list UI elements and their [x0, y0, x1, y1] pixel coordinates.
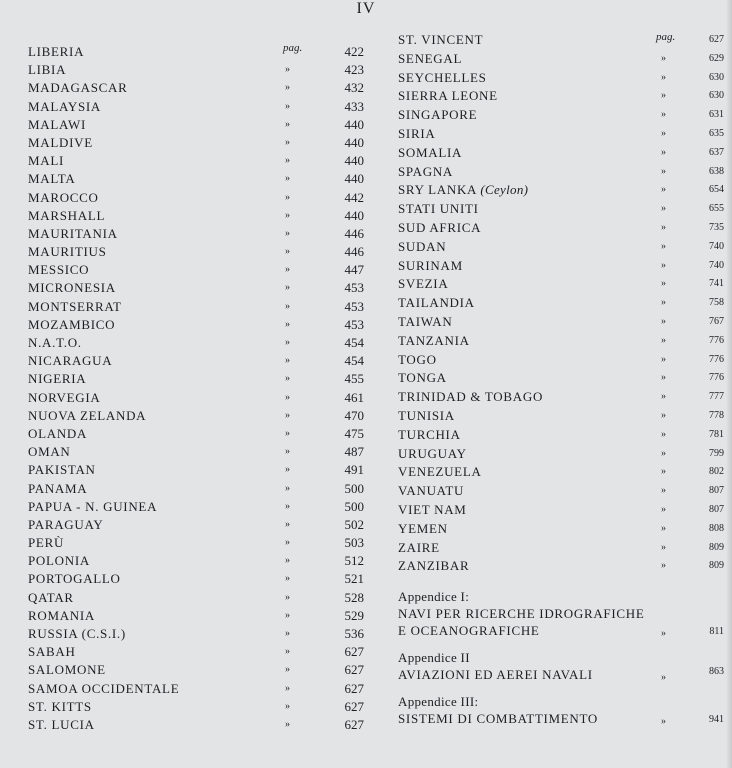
page-reference: 781	[709, 428, 724, 440]
index-entry	[398, 50, 728, 69]
page-reference: 629	[709, 52, 724, 64]
page-reference: 627	[344, 644, 364, 660]
page-number: IV	[356, 0, 376, 17]
country-name: NUOVA ZELANDA	[28, 407, 147, 423]
pag-label: pag.	[656, 31, 676, 43]
ditto-mark: »	[661, 391, 666, 403]
ditto-mark: »	[285, 391, 290, 403]
appendix-title-line: E OCEANOGRAFICHE	[398, 623, 540, 639]
country-name: PORTOGALLO	[28, 571, 121, 587]
index-entry	[28, 498, 368, 516]
index-entry	[398, 163, 728, 182]
page-reference: 453	[344, 298, 364, 314]
page-reference: 432	[344, 80, 364, 96]
page-reference: 777	[709, 391, 724, 403]
country-name: MESSICO	[28, 262, 90, 278]
ditto-mark: »	[285, 173, 290, 185]
country-name: MARSHALL	[28, 207, 106, 223]
page-reference: 536	[344, 626, 364, 641]
ditto-mark: »	[285, 591, 290, 603]
page-reference: 454	[344, 353, 364, 369]
country-name: TUNISIA	[398, 407, 455, 423]
index-entry	[28, 680, 368, 698]
country-name: TANZANIA	[398, 332, 470, 348]
page-reference: 529	[344, 607, 364, 623]
index-entry	[28, 570, 368, 588]
ditto-mark: »	[285, 628, 290, 639]
index-entry	[398, 369, 728, 388]
ditto-mark: »	[285, 518, 290, 530]
country-name: PAPUA - N. GUINEA	[28, 498, 158, 514]
ditto-mark: »	[661, 672, 666, 684]
index-entry	[28, 370, 368, 388]
index-column-left	[28, 43, 368, 734]
ditto-mark: »	[285, 482, 290, 494]
page-reference: 422	[344, 44, 364, 59]
index-column-right	[398, 31, 728, 727]
page-reference: 446	[344, 244, 364, 260]
ditto-mark: »	[661, 184, 666, 196]
page-reference: 487	[344, 444, 364, 460]
index-entry	[398, 87, 728, 106]
country-name: ZAIRE	[398, 539, 440, 555]
country-name: PARAGUAY	[28, 516, 104, 532]
country-name: TOGO	[398, 351, 437, 367]
country-name: SURINAM	[398, 257, 463, 273]
country-name: SUDAN	[398, 238, 447, 254]
ditto-mark: »	[285, 300, 290, 312]
ditto-mark: »	[285, 573, 290, 585]
appendix-entry	[398, 666, 728, 683]
index-entry	[28, 261, 368, 279]
ditto-mark: »	[661, 334, 666, 346]
country-name: OLANDA	[28, 425, 88, 441]
ditto-mark: »	[661, 541, 666, 553]
country-name: SRY LANKA	[398, 182, 477, 198]
page-reference: 627	[344, 716, 364, 732]
ditto-mark: »	[285, 555, 290, 567]
country-alt-name: (Ceylon)	[480, 182, 529, 198]
appendix-title-line: SISTEMI DI COMBATTIMENTO	[398, 711, 599, 727]
country-name: ST. KITTS	[28, 698, 92, 714]
country-name: SINGAPORE	[398, 107, 478, 123]
ditto-mark: »	[285, 373, 290, 385]
index-entry	[28, 43, 368, 61]
country-name: MALAYSIA	[28, 98, 102, 114]
ditto-mark: »	[661, 109, 666, 121]
country-name: MALI	[28, 153, 65, 169]
index-entry	[28, 589, 368, 607]
country-name: NORVEGIA	[28, 389, 101, 405]
ditto-mark: »	[285, 100, 290, 112]
country-name: QATAR	[28, 589, 74, 605]
country-name: SAMOA OCCIDENTALE	[28, 680, 180, 696]
page-reference: 453	[344, 280, 364, 296]
ditto-mark: »	[661, 146, 666, 158]
page-reference: 491	[344, 462, 364, 478]
country-name: PAKISTAN	[28, 462, 96, 478]
country-name: MICRONESIA	[28, 280, 116, 296]
ditto-mark: »	[285, 409, 290, 421]
page-reference: 440	[344, 207, 364, 223]
appendix-title-line: AVIAZIONI ED AEREI NAVALI	[398, 667, 593, 683]
page-reference: 440	[344, 153, 364, 169]
index-entry	[28, 461, 368, 479]
page-reference: 627	[709, 34, 724, 45]
page-reference: 627	[344, 698, 364, 714]
ditto-mark: »	[661, 221, 666, 233]
index-entry	[398, 463, 728, 482]
index-entry	[398, 426, 728, 445]
index-entry	[398, 539, 728, 558]
index-entry	[28, 170, 368, 188]
index-entry	[398, 257, 728, 276]
index-entry	[398, 520, 728, 539]
country-name: TONGA	[398, 370, 447, 386]
index-entry	[398, 125, 728, 144]
pag-label: pag.	[283, 42, 303, 54]
country-name: NIGERIA	[28, 371, 87, 387]
page-reference: 767	[709, 315, 724, 327]
country-name: N.A.T.O.	[28, 335, 82, 350]
index-entry	[398, 144, 728, 163]
ditto-mark: »	[285, 282, 290, 294]
index-entry	[28, 189, 368, 207]
country-name: TURCHIA	[398, 426, 461, 442]
page-reference: 461	[344, 389, 364, 405]
index-entry	[28, 298, 368, 316]
index-entry	[28, 443, 368, 461]
country-name: LIBIA	[28, 62, 67, 78]
index-entry	[28, 352, 368, 370]
ditto-mark: »	[661, 52, 666, 64]
ditto-mark: »	[661, 560, 666, 572]
ditto-mark: »	[661, 278, 666, 290]
ditto-mark: »	[661, 428, 666, 440]
page-reference: 627	[344, 662, 364, 678]
index-entry	[28, 79, 368, 97]
page-reference: 470	[344, 407, 364, 423]
ditto-mark: »	[661, 466, 666, 478]
country-name: YEMEN	[398, 520, 448, 536]
ditto-mark: »	[285, 318, 290, 330]
ditto-mark: »	[285, 64, 290, 76]
index-entry	[28, 134, 368, 152]
country-name: SABAH	[28, 644, 76, 660]
page-reference: 807	[709, 485, 724, 497]
index-entry	[398, 31, 728, 50]
page-reference: 521	[344, 571, 364, 587]
ditto-mark: »	[661, 127, 666, 139]
ditto-mark: »	[661, 628, 666, 640]
page-reference: 442	[344, 189, 364, 205]
index-entry	[28, 407, 368, 425]
index-entry	[28, 716, 368, 734]
page-reference: 423	[344, 62, 364, 78]
country-name: VENEZUELA	[398, 464, 482, 480]
country-name: ZANZIBAR	[398, 558, 470, 574]
index-entry	[28, 607, 368, 625]
page-reference: 503	[344, 535, 364, 551]
page-reference: 809	[709, 541, 724, 553]
country-name: MADAGASCAR	[28, 80, 128, 96]
index-entry	[398, 69, 728, 88]
ditto-mark: »	[285, 427, 290, 439]
page-reference: 807	[709, 503, 724, 515]
country-name: SVEZIA	[398, 276, 449, 292]
country-name: TAILANDIA	[398, 295, 475, 311]
page-reference: 440	[344, 171, 364, 187]
index-entry	[398, 106, 728, 125]
page-reference: 776	[709, 334, 724, 346]
ditto-mark: »	[661, 71, 666, 83]
ditto-mark: »	[285, 209, 290, 221]
page-reference: 776	[709, 372, 724, 384]
country-name: SPAGNA	[398, 163, 454, 179]
page-reference: 808	[709, 522, 724, 534]
ditto-mark: »	[285, 118, 290, 130]
page-reference: 776	[709, 353, 724, 365]
index-entry	[28, 243, 368, 261]
index-entry	[28, 61, 368, 79]
index-entry	[398, 557, 728, 576]
country-name: SALOMONE	[28, 662, 106, 678]
country-name: SIERRA LEONE	[398, 88, 498, 104]
ditto-mark: »	[285, 155, 290, 167]
page-reference: 453	[344, 316, 364, 332]
page-reference: 655	[709, 203, 724, 215]
page-reference: 475	[344, 425, 364, 441]
page-reference: 802	[709, 466, 724, 478]
index-entry	[398, 332, 728, 351]
page-reference: 500	[344, 480, 364, 496]
ditto-mark: »	[661, 372, 666, 384]
appendix-label: Appendice III:	[398, 694, 479, 710]
page-reference: 758	[709, 297, 724, 309]
page-reference: 631	[709, 109, 724, 121]
page-reference: 440	[344, 134, 364, 150]
appendix-label: Appendice I:	[398, 589, 470, 605]
ditto-mark: »	[661, 297, 666, 309]
page-reference: 500	[344, 498, 364, 514]
ditto-mark: »	[285, 609, 290, 621]
country-name: NICARAGUA	[28, 353, 113, 369]
page-reference: 528	[344, 589, 364, 605]
country-name: MAROCCO	[28, 189, 99, 205]
page-reference: 637	[709, 146, 724, 158]
page-reference: 811	[709, 626, 724, 638]
index-entry	[28, 516, 368, 534]
index-entry	[28, 480, 368, 498]
page-reference: 638	[709, 165, 724, 177]
country-name: LIBERIA	[28, 44, 85, 59]
country-name: MAURITANIA	[28, 225, 118, 241]
page-reference: 630	[709, 71, 724, 83]
page-reference: 863	[709, 666, 724, 678]
ditto-mark: »	[285, 500, 290, 512]
country-name: OMAN	[28, 444, 71, 460]
page-reference: 440	[344, 116, 364, 132]
ditto-mark: »	[661, 353, 666, 365]
page-reference: 778	[709, 409, 724, 421]
appendix-entry	[398, 605, 728, 639]
country-name: MONTSERRAT	[28, 298, 122, 314]
ditto-mark: »	[661, 240, 666, 252]
ditto-mark: »	[285, 664, 290, 676]
country-name: PANAMA	[28, 480, 88, 496]
country-name: ST. VINCENT	[398, 32, 484, 47]
page-edge-shadow	[726, 0, 732, 768]
index-entry	[398, 181, 728, 200]
ditto-mark: »	[285, 136, 290, 148]
index-entry	[398, 445, 728, 464]
index-entry	[398, 407, 728, 426]
ditto-mark: »	[285, 646, 290, 658]
page-reference: 630	[709, 90, 724, 102]
index-entry	[28, 279, 368, 297]
ditto-mark: »	[285, 464, 290, 476]
ditto-mark: »	[285, 82, 290, 94]
index-entry	[398, 294, 728, 313]
page-reference: 512	[344, 553, 364, 569]
country-name: MAURITIUS	[28, 244, 107, 260]
ditto-mark: »	[661, 90, 666, 102]
index-entry	[28, 225, 368, 243]
country-name: RUSSIA (C.S.I.)	[28, 626, 126, 641]
index-entry	[28, 661, 368, 679]
page-reference: 740	[709, 259, 724, 271]
country-name: STATI UNITI	[398, 201, 479, 217]
index-entry	[28, 316, 368, 334]
country-name: URUGUAY	[398, 445, 467, 461]
index-entry	[28, 389, 368, 407]
index-entry	[28, 425, 368, 443]
ditto-mark: »	[285, 718, 290, 730]
index-entry	[398, 219, 728, 238]
page-reference: 654	[709, 184, 724, 196]
index-entry	[398, 351, 728, 370]
index-entry	[398, 275, 728, 294]
index-entry	[28, 116, 368, 134]
page-reference: 454	[344, 335, 364, 350]
page-reference: 741	[709, 278, 724, 290]
country-name: PERÙ	[28, 535, 65, 551]
country-name: SOMALIA	[398, 144, 463, 160]
country-name: MALTA	[28, 171, 76, 187]
index-entry	[28, 625, 368, 643]
index-entry	[28, 152, 368, 170]
country-name: ROMANIA	[28, 607, 96, 623]
ditto-mark: »	[285, 264, 290, 276]
index-entry	[28, 334, 368, 352]
country-name: SIRIA	[398, 125, 436, 141]
page-reference: 809	[709, 560, 724, 572]
page-reference: 740	[709, 240, 724, 252]
country-name: MOZAMBICO	[28, 316, 116, 332]
page-reference: 735	[709, 221, 724, 233]
appendix-entry	[398, 710, 728, 727]
index-entry	[28, 552, 368, 570]
ditto-mark: »	[661, 165, 666, 177]
page-reference: 941	[709, 714, 724, 726]
ditto-mark: »	[661, 485, 666, 497]
ditto-mark: »	[661, 447, 666, 459]
ditto-mark: »	[285, 446, 290, 458]
ditto-mark: »	[285, 537, 290, 549]
page-reference: 799	[709, 447, 724, 459]
index-entry	[398, 388, 728, 407]
page-reference: 627	[344, 680, 364, 696]
country-name: TRINIDAD & TOBAGO	[398, 389, 544, 405]
page-reference: 433	[344, 98, 364, 114]
index-entry	[398, 482, 728, 501]
country-name: SUD AFRICA	[398, 219, 482, 235]
ditto-mark: »	[661, 259, 666, 271]
ditto-mark: »	[661, 503, 666, 515]
ditto-mark: »	[285, 337, 290, 348]
appendix-title-line: NAVI PER RICERCHE IDROGRAFICHE	[398, 606, 645, 622]
country-name: ST. LUCIA	[28, 716, 95, 732]
index-entry	[398, 313, 728, 332]
country-name: SEYCHELLES	[398, 69, 487, 85]
ditto-mark: »	[285, 246, 290, 258]
ditto-mark: »	[661, 315, 666, 327]
country-name: TAIWAN	[398, 313, 453, 329]
index-entry	[398, 200, 728, 219]
page-reference: 455	[344, 371, 364, 387]
index-entry	[28, 698, 368, 716]
ditto-mark: »	[285, 355, 290, 367]
index-entry	[398, 501, 728, 520]
ditto-mark: »	[661, 203, 666, 215]
page-reference: 635	[709, 127, 724, 139]
country-name: VIET NAM	[398, 501, 467, 517]
country-name: VANUATU	[398, 483, 465, 499]
index-entry	[398, 238, 728, 257]
ditto-mark: »	[661, 522, 666, 534]
ditto-mark: »	[661, 716, 666, 728]
page-reference: 446	[344, 225, 364, 241]
country-name: MALAWI	[28, 116, 87, 132]
ditto-mark: »	[285, 700, 290, 712]
page-reference: 502	[344, 516, 364, 532]
index-entry	[28, 98, 368, 116]
index-entry	[28, 207, 368, 225]
ditto-mark: »	[285, 227, 290, 239]
ditto-mark: »	[285, 682, 290, 694]
country-name: POLONIA	[28, 553, 90, 569]
page-reference: 447	[344, 262, 364, 278]
ditto-mark: »	[285, 191, 290, 203]
country-name: MALDIVE	[28, 134, 93, 150]
index-entry	[28, 643, 368, 661]
appendix-label: Appendice II	[398, 650, 470, 666]
ditto-mark: »	[661, 409, 666, 421]
index-entry	[28, 534, 368, 552]
country-name: SENEGAL	[398, 50, 463, 66]
